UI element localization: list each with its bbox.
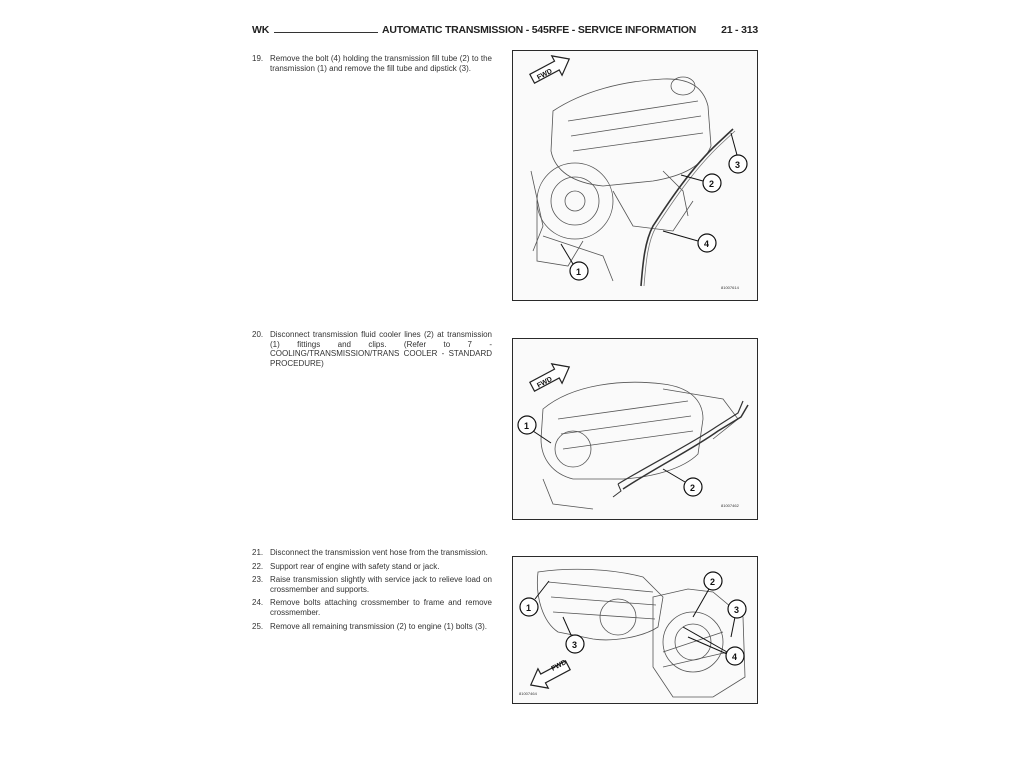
figure-fill-tube bbox=[512, 50, 758, 301]
step-text: Raise transmission slightly with service jack to relieve load on crossmember and supports. bbox=[270, 575, 492, 594]
forward-arrow-label: FWD bbox=[536, 67, 554, 82]
engine-illustration-2 bbox=[513, 339, 757, 519]
svg-text:4: 4 bbox=[704, 239, 710, 249]
svg-text:4: 4 bbox=[732, 652, 738, 662]
callout-3 bbox=[729, 133, 747, 173]
cooler-line-1 bbox=[623, 405, 748, 489]
step-22 bbox=[252, 562, 492, 572]
step-19 bbox=[252, 54, 492, 73]
step-number: 24. bbox=[252, 598, 264, 608]
step-group-1 bbox=[252, 54, 492, 77]
svg-text:2: 2 bbox=[709, 179, 715, 189]
svg-text:2: 2 bbox=[690, 483, 696, 493]
callout-4 bbox=[663, 231, 716, 252]
engine-drawing bbox=[541, 382, 738, 509]
svg-text:1: 1 bbox=[526, 603, 532, 613]
forward-arrow-label: FWD bbox=[536, 375, 554, 390]
engine-drawing bbox=[531, 77, 711, 281]
cooler-line-2 bbox=[618, 401, 743, 484]
step-number: 23. bbox=[252, 575, 264, 585]
step-text: Disconnect the transmission vent hose from the transmission. bbox=[270, 548, 488, 557]
figure-code: 81007464 bbox=[519, 691, 537, 696]
figure-code: 81007462 bbox=[721, 503, 739, 508]
step-text: Support rear of engine with safety stand or jack. bbox=[270, 561, 440, 571]
step-25 bbox=[252, 622, 492, 632]
header-model-code: WK bbox=[252, 24, 270, 36]
figure-transmission-bolts bbox=[512, 556, 758, 704]
step-24 bbox=[252, 598, 492, 617]
step-text: Disconnect transmission fluid cooler lines (2) at transmission (1) fittings and clips. (Refer to 7 - COOLING/TRANSMISSION/TRANS COOLER - STANDARD PROCEDURE) bbox=[270, 330, 492, 368]
svg-text:2: 2 bbox=[710, 577, 716, 587]
forward-arrow-label: FWD bbox=[550, 659, 568, 673]
step-20 bbox=[252, 330, 492, 368]
header-title: AUTOMATIC TRANSMISSION - 545RFE - SERVICE INFORMATION bbox=[382, 24, 697, 36]
forward-arrow-icon bbox=[527, 51, 574, 88]
engine-illustration-3 bbox=[513, 557, 757, 703]
svg-text:3: 3 bbox=[734, 605, 740, 615]
step-23 bbox=[252, 575, 492, 594]
header-rule bbox=[274, 32, 378, 33]
page-number: 21 - 313 bbox=[721, 24, 758, 36]
step-text: Remove all remaining transmission (2) to engine (1) bolts (3). bbox=[270, 621, 487, 631]
figure-code: 81007614 bbox=[721, 285, 739, 290]
svg-text:3: 3 bbox=[735, 160, 741, 170]
callout-1 bbox=[518, 416, 551, 443]
svg-text:1: 1 bbox=[576, 267, 582, 277]
step-group-3 bbox=[252, 548, 492, 635]
engine-illustration-1 bbox=[513, 51, 757, 300]
page-header bbox=[252, 24, 758, 40]
figure-cooler-lines bbox=[512, 338, 758, 520]
callout-2 bbox=[663, 469, 702, 496]
step-group-2 bbox=[252, 330, 492, 372]
forward-arrow-icon bbox=[527, 357, 574, 396]
callout-4 bbox=[683, 627, 744, 665]
step-number: 20. bbox=[252, 330, 264, 339]
step-21 bbox=[252, 548, 492, 558]
callout-1 bbox=[520, 581, 549, 616]
svg-text:3: 3 bbox=[572, 640, 578, 650]
callout-2 bbox=[693, 572, 722, 617]
step-number: 22. bbox=[252, 561, 264, 571]
fill-tube-line bbox=[641, 129, 733, 286]
step-number: 21. bbox=[252, 548, 264, 557]
svg-text:1: 1 bbox=[524, 421, 530, 431]
forward-arrow-icon bbox=[526, 656, 573, 695]
step-text: Remove bolts attaching crossmember to frame and remove crossmember. bbox=[270, 598, 492, 617]
callout-3a bbox=[563, 617, 584, 653]
step-text: Remove the bolt (4) holding the transmission fill tube (2) to the transmission (1) and remove the fill tube and dipstick (3). bbox=[270, 54, 492, 73]
step-number: 19. bbox=[252, 54, 264, 63]
step-number: 25. bbox=[252, 621, 264, 631]
